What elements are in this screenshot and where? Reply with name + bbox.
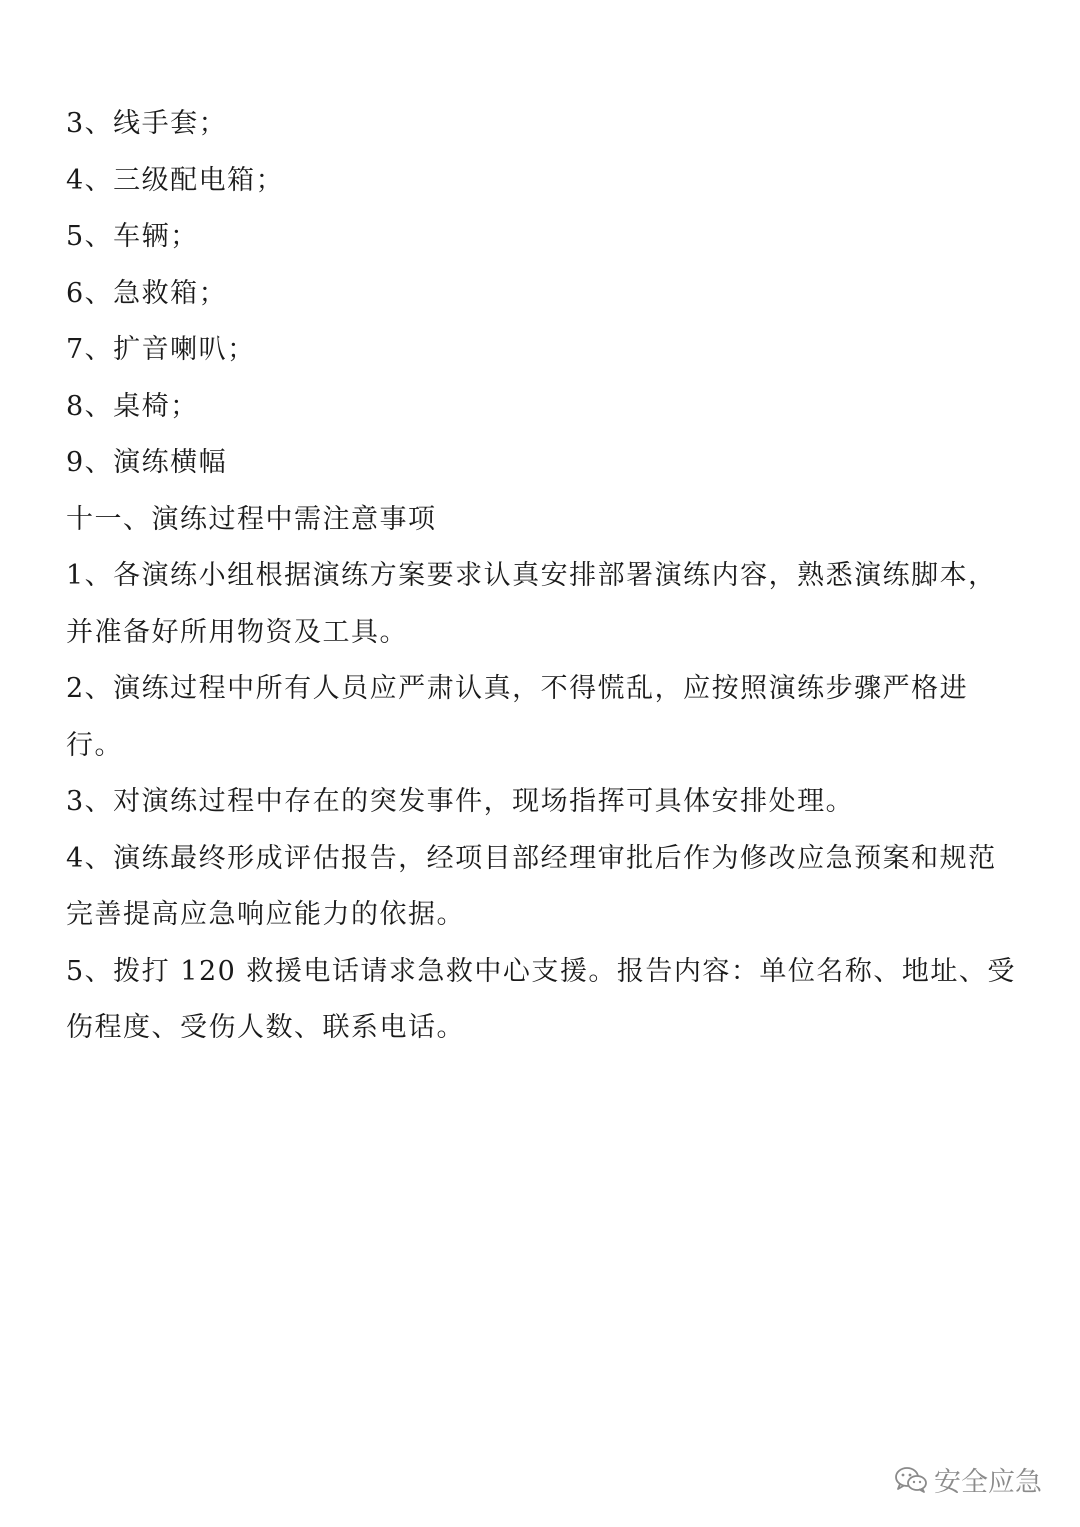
paragraph-line: 完善提高应急响应能力的依据。	[66, 899, 465, 930]
paragraph-line: 行。	[66, 729, 123, 761]
list-item: 8、桌椅；	[66, 390, 199, 422]
list-item: 9、演练横幅	[66, 447, 228, 478]
list-item: 3、线手套；	[66, 108, 228, 139]
list-item: 5、车辆；	[66, 221, 199, 252]
list-item: 7、扩音喇叭；	[66, 334, 256, 365]
paragraph-line: 1、各演练小组根据演练方案要求认真安排部署演练内容，熟悉演练脚本，	[66, 560, 997, 591]
wechat-icon	[894, 1466, 928, 1494]
list-item: 6、急救箱；	[66, 277, 228, 309]
watermark-text: 安全应急	[934, 1467, 1042, 1498]
paragraph-line: 4、演练最终形成评估报告，经项目部经理审批后作为修改应急预案和规范	[66, 842, 997, 874]
paragraph-line: 并准备好所用物资及工具。	[66, 616, 408, 648]
paragraph-line: 5、拨打 120 救援电话请求急救中心支援。报告内容：单位名称、地址、受	[66, 955, 1016, 987]
paragraph-line: 伤程度、受伤人数、联系电话。	[66, 1012, 465, 1043]
paragraph-line: 2、演练过程中所有人员应严肃认真，不得慌乱，应按照演练步骤严格进	[66, 673, 969, 704]
list-item: 4、三级配电箱；	[66, 164, 285, 196]
section-heading: 十一、演练过程中需注意事项	[66, 503, 437, 535]
document-body	[66, 96, 1026, 1057]
paragraph-line: 3、对演练过程中存在的突发事件，现场指挥可具体安排处理。	[66, 786, 855, 817]
watermark	[894, 1460, 1042, 1499]
